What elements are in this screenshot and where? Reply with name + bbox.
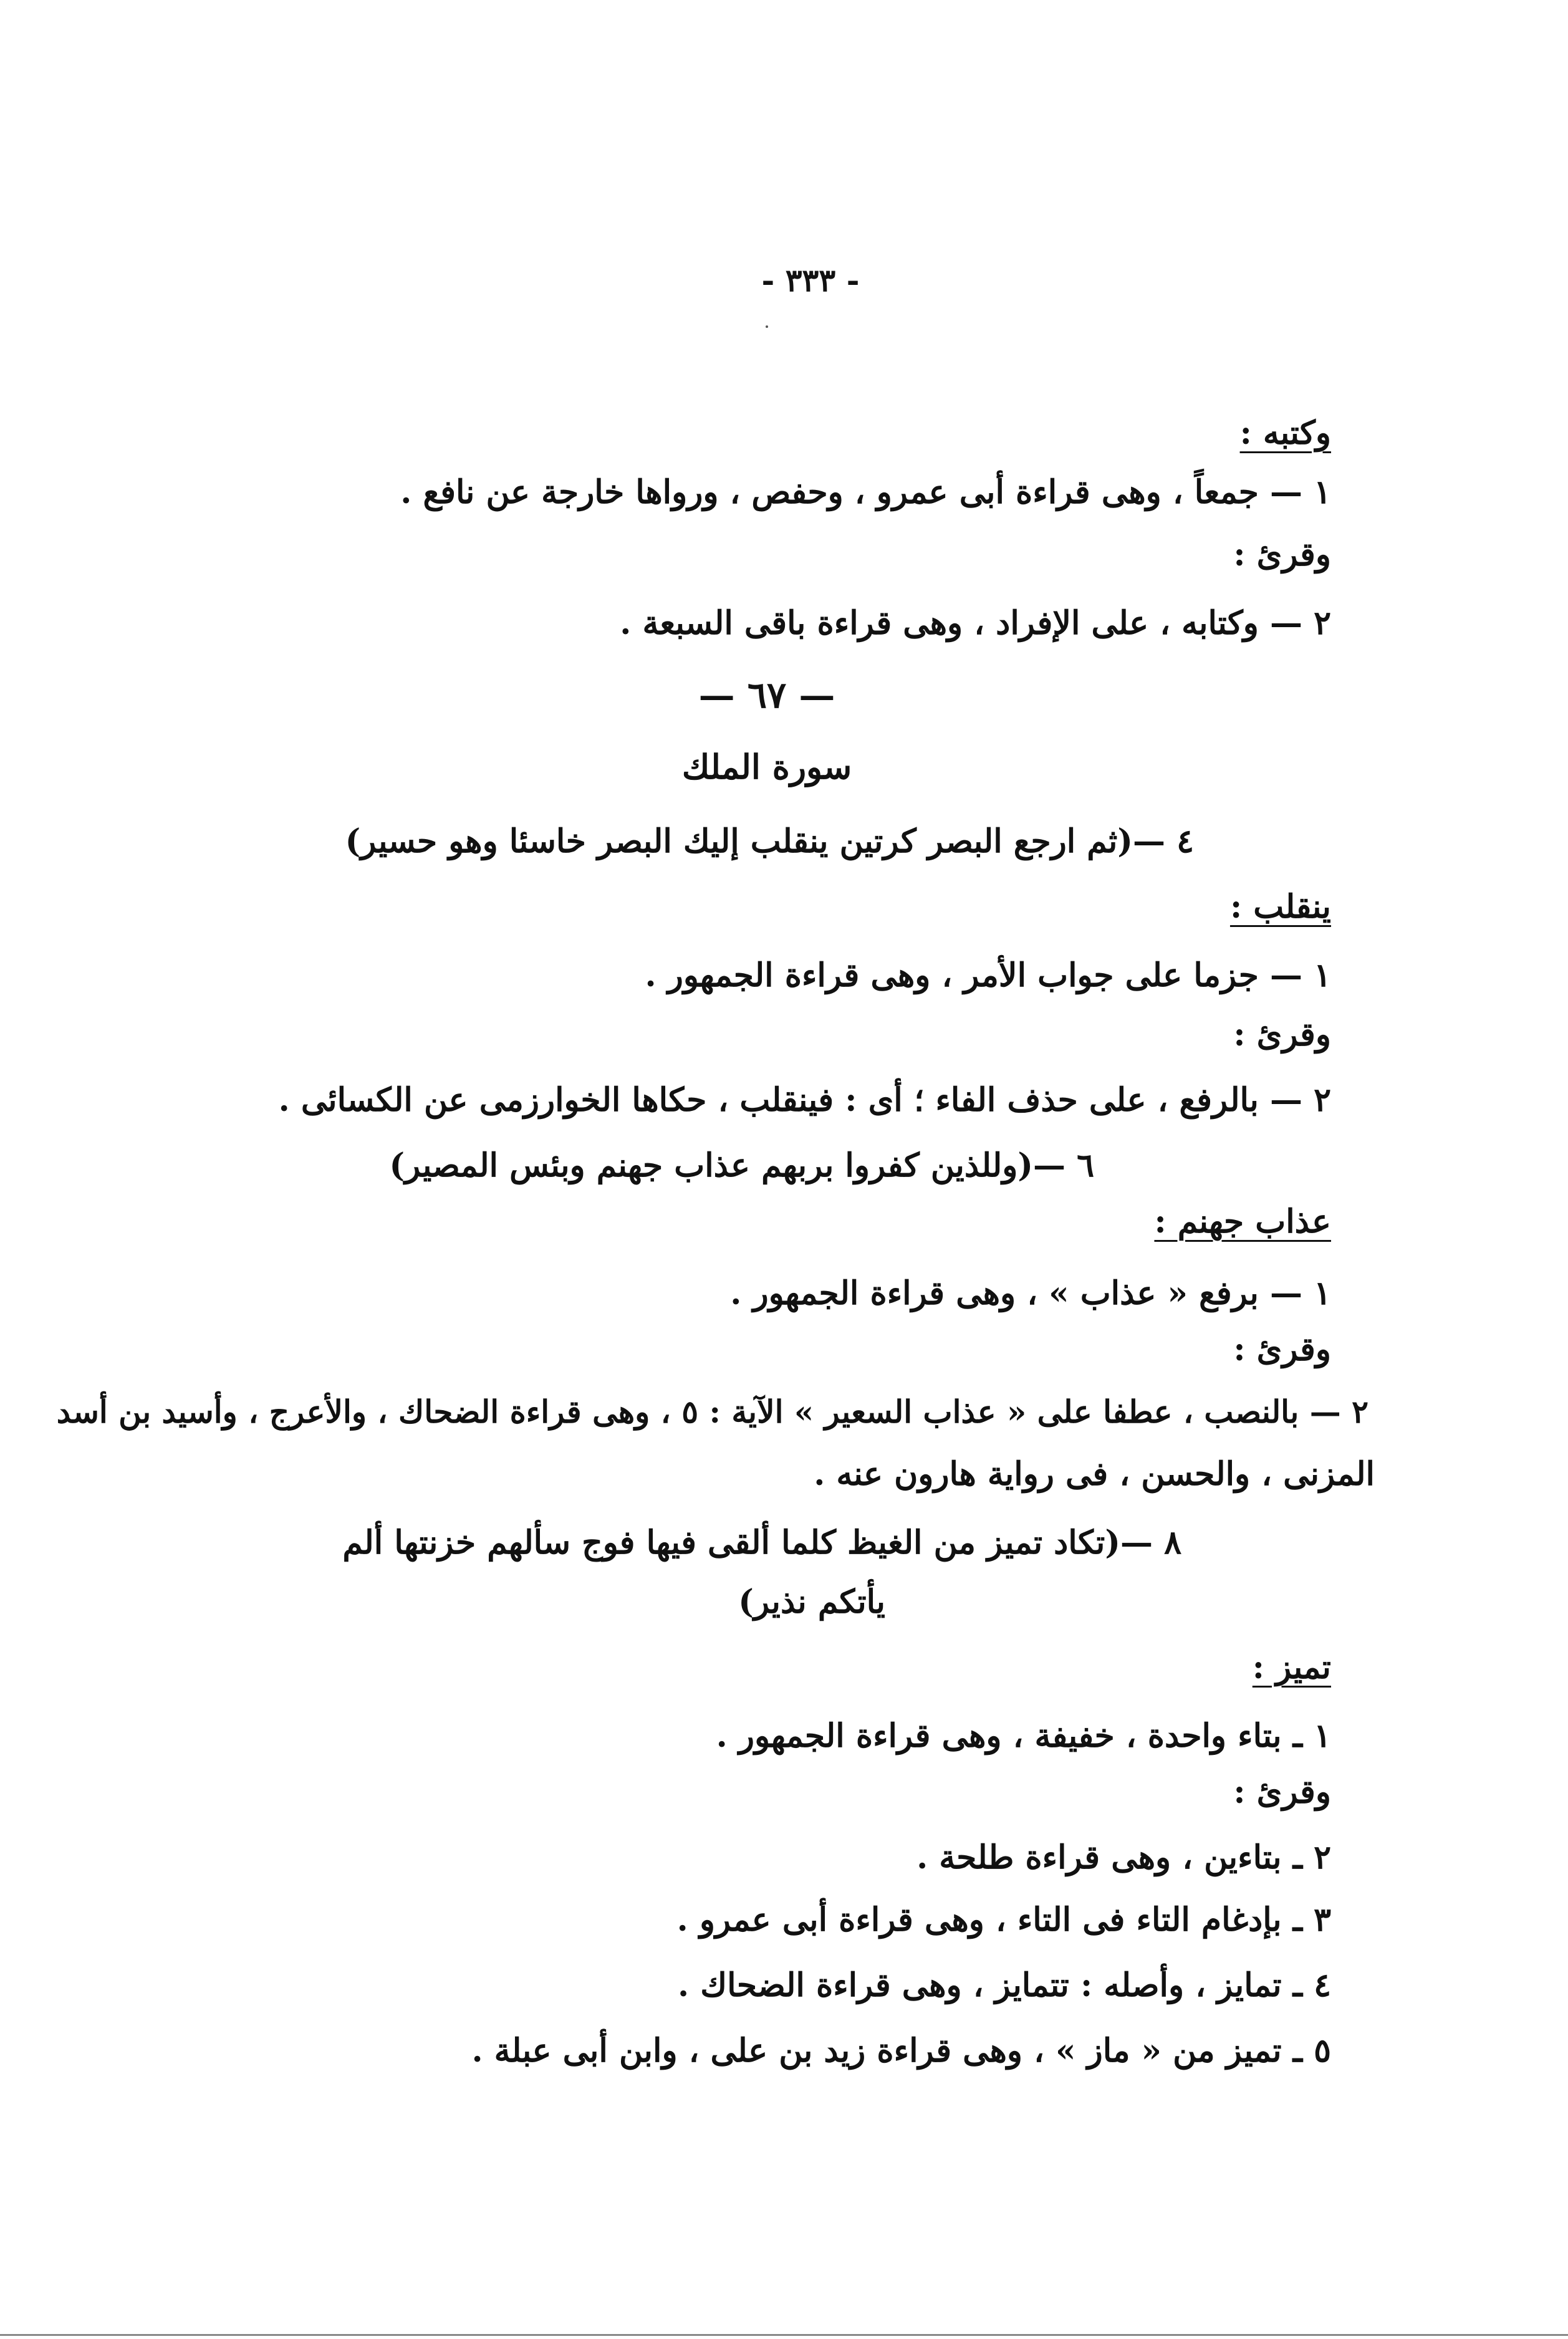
verse-line: يأتكم نذير) [738, 1583, 885, 1621]
text-line: ١ ـ بتاء واحدة ، خفيفة ، وهى قراءة الجمهور . [716, 1717, 1331, 1755]
section-heading-yanqalib: ينقلب : [1229, 888, 1331, 926]
text-line: وقرئ : [1233, 1330, 1331, 1368]
text-line: وقرئ : [1233, 1016, 1331, 1054]
text-line: ٢ — بالنصب ، عطفا على « عذاب السعير » الآية : ٥ ، وهى قراءة الضحاك ، والأعرج ، وأسيد بن أسد [56, 1393, 1368, 1430]
text-line: ١ — برفع « عذاب » ، وهى قراءة الجمهور . [730, 1274, 1331, 1312]
section-heading-adhab-jahannam: عذاب جهنم : [1154, 1203, 1331, 1241]
text-line: ١ — جزما على جواب الأمر ، وهى قراءة الجمهور . [645, 956, 1331, 994]
text-line: ٤ ـ تمايز ، وأصله : تتمايز ، وهى قراءة الضحاك . [678, 1966, 1331, 2004]
section-heading-tamayyaz: تميز : [1252, 1648, 1331, 1686]
surah-title: سورة الملك [681, 747, 852, 787]
text-line: ٢ — وكتابه ، على الإفراد ، وهى قراءة باقى السبعة . [620, 604, 1331, 642]
text-line: ٥ ـ تميز من « ماز » ، وهى قراءة زيد بن على ، وابن أبى عبلة . [471, 2032, 1331, 2070]
text-line: وقرئ : [1233, 1773, 1331, 1811]
page-number: - ٣٣٣ - [761, 262, 860, 299]
text-line: ٢ ـ بتاءين ، وهى قراءة طلحة . [916, 1838, 1331, 1876]
text-line: وقرئ : [1233, 536, 1331, 574]
section-heading-wakutubihi: وكتبه : [1239, 414, 1331, 452]
text-line: ٢ — بالرفع ، على حذف الفاء ؛ أى : فينقلب ، حكاها الخوارزمى عن الكسائى . [278, 1081, 1331, 1119]
verse-line: ٨ —(تكاد تميز من الغيظ كلما ألقى فيها فوج سألهم خزنتها ألم [342, 1524, 1181, 1562]
scan-speck [766, 325, 768, 328]
text-line: ١ — جمعاً ، وهى قراءة أبى عمرو ، وحفص ، ورواها خارجة عن نافع . [400, 473, 1331, 511]
text-line: ٣ ـ بإدغام التاء فى التاء ، وهى قراءة أبى عمرو . [676, 1901, 1331, 1939]
verse-line: ٦ —(وللذين كفروا بربهم عذاب جهنم وبئس المصير) [389, 1146, 1094, 1184]
page-bottom-edge [0, 2334, 1568, 2336]
surah-number: — ٦٧ — [698, 674, 835, 716]
text-line: المزنى ، والحسن ، فى رواية هارون عنه . [814, 1455, 1375, 1493]
verse-line: ٤ —(ثم ارجع البصر كرتين ينقلب إليك البصر خاسئا وهو حسير) [345, 822, 1194, 860]
